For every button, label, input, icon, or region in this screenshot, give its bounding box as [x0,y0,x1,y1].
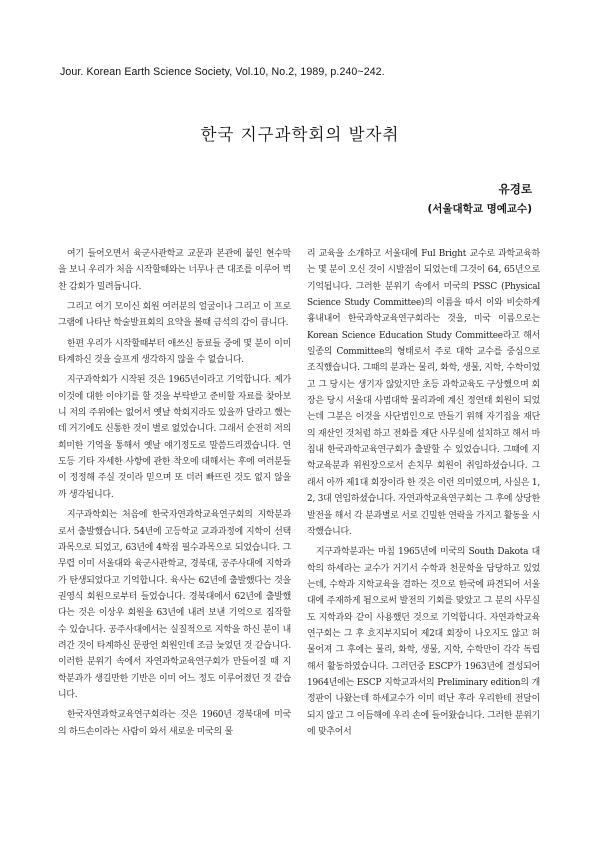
author-affiliation: (서울대학교 명예교수) [427,203,532,215]
right-column [307,246,540,744]
author-name: 유경로 [498,182,532,196]
article-title: 한국 지구과학회의 발자취 [200,125,400,144]
paragraph: 지구과학회는 처음에 한국자연과학교육연구회의 지학분과로서 출발했습니다. 54년에 고등학교 교과과정에 지학이 선택과목으로 되었고, 63년에 4학점 필수과목으로 되었습니다. 그 무렵 이미 서울대와 육군사관학교, 경북대, 공주사대에 지학과가 탄생되었다고 기억합니다. 육사는 62년에 출발했다는 것을 권영식 회원으로부터 들었습니다. 경북대에서 62년에 출발했다는 것은 이상우 회원을 63년에 내려 보낸 기억으로 짐작할 수 있습니다. 공주사대에서는 실질적으로 지학을 하신 분이 내려간 것이 타계하신 문광언 회원인데 조금 늦었던 것 같습니다. 이러한 분위기 속에서 자연과학교육연구회가 만들어질 때 지학분과가 생길만한 기반은 이미 어느 정도 이루어졌던 것 같습니다. [58,510,291,700]
paragraph: 여기 들어오면서 육군사관학교 교문과 본관에 붙인 현수막을 보니 우리가 처음 시작할때와는 너무나 큰 대조를 이루어 벅찬 감회가 밀려듭니다. [58,249,291,292]
paragraph: 지구과학분과는 마침 1965년에 미국의 South Dakota 대학의 하세라는 교수가 거기서 수학과 천문학을 담당하고 있었는데, 수학과 지학교육을 겸하는 것으로 한국에 파견되어 서울대에 주재하게 됨으로써 발전의 기회를 맞았고 그 분의 사무실도 지학과와 같이 사용했던 것으로 기억합니다. 자연과학교육연구회는 그 후 흐지부지되어 제2대 회장이 나오지도 않고 허물어져 그 후에는 물리, 화학, 생물, 지학, 수학만이 각각 독립해서 활동하였습니다. 그러던중 ESCP가 1963년에 결성되어 1964년에는 ESCP 지학교과서의 Preliminary edition의 개정판이 나왔는데 하세교수가 이미 떠난 후라 우리한테 전달이 되지 않고 그 이듬해에 우리 손에 들어왔습니다. 그러한 분위기에 맞추어서 [307,547,540,737]
paragraph: 한편 우리가 시작할때부터 애쓰신 동료들 중에 몇 분이 이미 타계하신 것을 슬프게 생각하지 않을 수 없습니다. [58,338,291,366]
paragraph: 그리고 여기 모이신 회원 여러분의 얼굴이나 그리고 이 프로그램에 나타난 학술발표회의 요약을 볼때 금석의 감이 큽니다. [58,302,291,329]
journal-reference: Jour. Korean Earth Science Society, Vol.10, No.2, 1989, p.240~242. [60,66,385,78]
left-column [58,246,291,744]
paragraph: 한국자연과학교육연구회라는 것은 1960년 경북대에 미국의 하드손이라는 사람이 와서 새로운 미국의 물 [58,710,291,737]
paragraph: 리 교육을 소개하고 서울대에 Ful Bright 교수로 과학교육하는 몇 분이 오신 것이 시발점이 되었는데 그것이 64, 65년으로 기억됩니다. 그러한 분위기 속에서 미국의 PSSC (Physical Science Study Committee)의 이름을 따서 이와 비슷하게 흉내내어 한국과학교육연구회라는 것을, 미국 이름으로는 Korean Science Education Study Committee라고 해서 일종의 Committee의 형태로서 주로 대학 교수를 중심으로 조직했습니다. 그때의 분과는 물리, 화학, 생물, 지학, 수학이었고 그 당시는 생기자 않았지만 초등 과학교육도 구상했으며 회장은 당시 서울대 사범대학 물리과에 계신 정연태 회원이 되었는데 그분은 이것을 사단법인으로 만들기 위해 자기집을 재단의 재산인 것처럼 하고 전화를 재단 사무실에 설치하고 해서 마침내 한국과학교육연구회가 출발할 수 있었습니다. 그때에 지학교육분과 위원장으로서 손치무 회원이 취임하셨습니다. 그래서 아까 제1대 회장이라 한 것은 이런 의미였으며, 사실은 1, 2, 3대 연임하셨습니다. 자연과학교육연구회는 그 후에 상당한 발전을 해서 각 분과별로 서로 긴밀한 연락을 가지고 활동을 시작했습니다. [307,249,540,537]
paragraph: 지구과학회가 시작된 것은 1965년이라고 기억합니다. 제가 이것에 대한 이야기를 할 것을 부탁받고 준비할 자료를 찾아보니 저의 주위에는 없어서 옛날 학회지라도 있을까 달라고 했는데 거기에도 신통한 것이 별로 없었습니다. 그래서 순전히 저의 희미한 기억을 통해서 옛날 얘기정도로 말씀드리겠습니다. 연도등 기타 자세한 사항에 관한 착오에 대해서는 후에 여러분들이 정정해 주실 것이라 믿으며 또 더러 빠뜨린 것도 없지 않을까 생각됩니다. [58,375,291,500]
